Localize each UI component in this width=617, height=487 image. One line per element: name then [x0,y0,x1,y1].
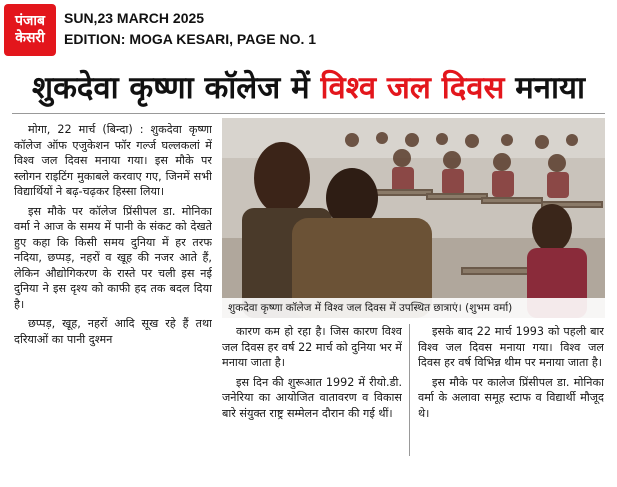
publication-date: SUN,23 MARCH 2025 [64,10,205,26]
paragraph: छप्पड़, खूह, नहरों आदि सूख रहे हैं तथा दरियाओं का पानी दुश्मन [14,317,212,346]
paragraph: इस मौके पर कॉलेज प्रिंसीपल डा. मोनिका वर्मा ने आज के समय में पानी के संकट को देखते हुए कहा कि किसी समय दुनिया में हर तरफ नदिया, छप्पड़, नहरों व खूह की नजर आते हैं, लेकिन औद्योगिकरण के रास्ते पर चली इस नई दुनिया ने इस दृश्य को काफी हद तक बदल दिया है। [14,204,212,311]
classroom-photo-illustration [222,118,605,318]
headline-part1: शुकदेवा कृष्णा कॉलेज में [32,70,321,106]
logo-line1: पंजाब [15,13,45,29]
column-divider [409,324,410,456]
headline-highlight: विश्व जल दिवस [320,70,505,106]
edition-meta [64,8,316,50]
article-headline [0,68,617,108]
logo-line2: केसरी [15,30,45,46]
article-column-2 [222,324,402,459]
paragraph: कारण कम हो रहा है। जिस कारण विश्व जल दिवस हर वर्ष 22 मार्च को दुनिया भर में मनाया जाता है। [222,325,402,369]
article-photo [222,118,605,318]
edition-info: EDITION: MOGA KESARI, PAGE NO. 1 [64,31,317,47]
paragraph: मोगा, 22 मार्च (बिन्दा) : शुकदेवा कृष्णा कॉलेज ऑफ एजुकेशन फॉर गर्ल्ज घल्लकलां में विश्व जल दिवस मनाया गया। इस मौके पर स्लोगन राइटिंग मुकाबले करवाए गए, जिनमें सभी विद्यार्थियों ने बढ़-चढ़कर हिस्सा लिया। [14,123,212,198]
headline-rule [12,113,605,114]
headline-part3: मनाया [504,70,585,106]
paragraph: इस मौके पर कालेज प्रिंसीपल डा. मोनिका वर्मा के अलावा समूह स्टाफ व विद्यार्थी मौजूद थे। [418,375,604,420]
punjab-kesari-logo [4,4,56,56]
paragraph: इस दिन की शुरूआत 1992 में रीयो.डी. जनेरिया का आयोजित वातावरण व विकास बारे संयुक्त राष्ट्र सम्मेलन दौरान की गई थीं। [222,375,402,420]
article-column-1 [14,122,212,457]
paragraph: इसके बाद 22 मार्च 1993 को पहली बार विश्व जल दिवस मनाया गया। विश्व जल दिवस हर वर्ष विभिन्न थीम पर मनाया जाता है। [418,325,604,369]
article-column-3 [418,324,604,459]
photo-caption: शुकदेवा कृष्णा कॉलेज में विश्व जल दिवस में उपस्थित छात्राएं। (शुभम वर्मा) [222,298,605,318]
